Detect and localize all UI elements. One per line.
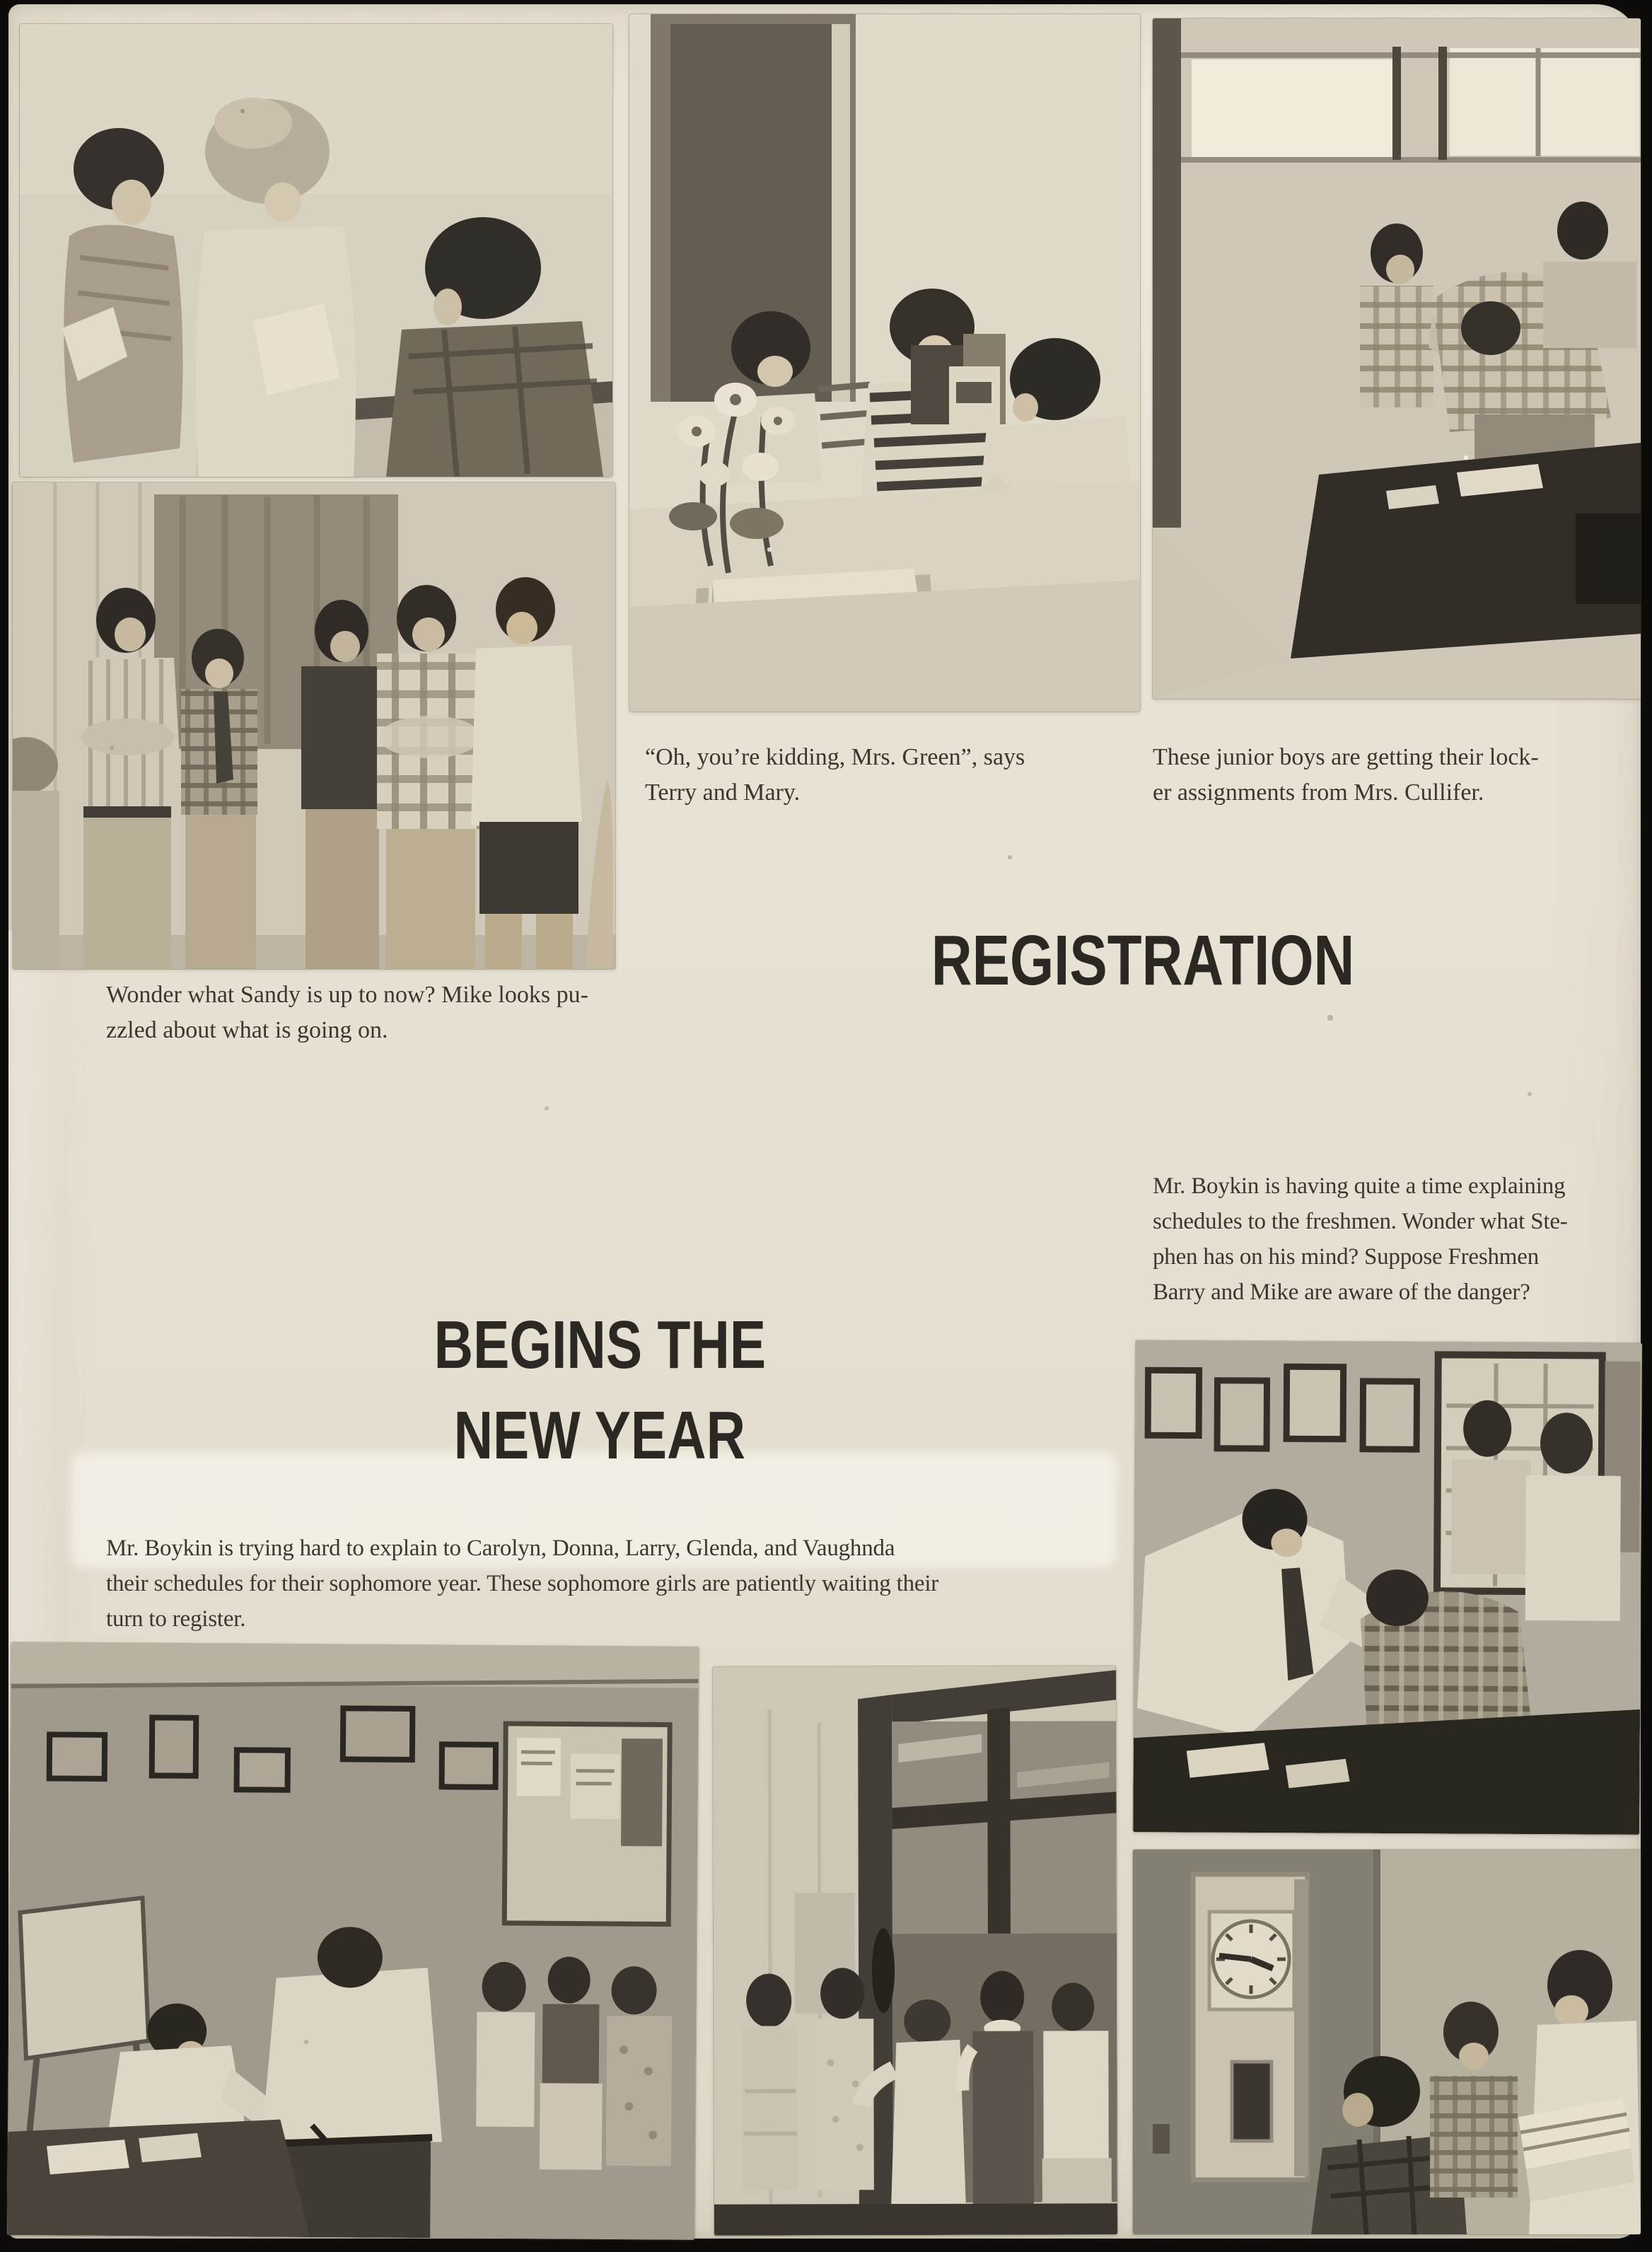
caption-sandy-mike — [106, 977, 588, 1048]
wall-clock — [1193, 1874, 1308, 2180]
books-stack — [911, 334, 1006, 431]
door-edge — [1153, 18, 1181, 528]
light-switch — [1153, 2124, 1170, 2154]
paragraph-line: Barry and Mike are aware of the danger? — [1153, 1279, 1530, 1305]
paragraph-line: schedules to the freshmen. Wonder what Ste- — [1153, 1209, 1568, 1234]
caption-mrs-cullifer — [1153, 740, 1539, 811]
photo-clock-boys — [1133, 1850, 1641, 2234]
bulletin-board — [504, 1724, 670, 1925]
paragraph-line: phen has on his mind? Suppose Freshmen — [1153, 1244, 1540, 1270]
scan-dust-specks — [8, 4, 10, 6]
paragraph-freshmen — [1153, 1168, 1642, 1310]
paragraph-line: turn to register. — [106, 1606, 246, 1632]
foreground-desk — [7, 2118, 325, 2237]
paragraph-line: their schedules for their sophomore year. These sophomore girls are patiently waiting their — [106, 1571, 939, 1596]
photo-freshmen-registration — [1133, 1340, 1642, 1835]
paragraph-line: Mr. Boykin is trying hard to explain to Carolyn, Donna, Larry, Glenda, and Vaughnda — [106, 1536, 895, 1561]
door-handle — [872, 1928, 895, 2013]
paragraph-sophomores — [106, 1531, 1096, 1637]
caption-line: zzled about what is going on. — [106, 1017, 388, 1043]
headline-begins-the-new-year: BEGINS THE NEW YEAR — [434, 1307, 766, 1473]
headline-registration: REGISTRATION — [931, 921, 1355, 1000]
page-paper — [8, 4, 1641, 2239]
woman-partial-left — [13, 737, 59, 969]
photo-locker-assignments — [1153, 18, 1641, 699]
photo-mrs-green-desk — [629, 14, 1140, 712]
caption-mrs-green — [645, 740, 1025, 811]
photo-sophomore-registration — [7, 1642, 699, 2240]
caption-line: Wonder what Sandy is up to now? Mike looks pu- — [106, 982, 588, 1008]
photo-girls-with-paper — [20, 24, 612, 477]
paragraph-line: Mr. Boykin is having quite a time explaining — [1153, 1173, 1566, 1199]
caption-line: er assignments from Mrs. Cullifer. — [1153, 779, 1484, 806]
photo-boys-group — [13, 482, 615, 969]
photo-hallway-girls — [713, 1666, 1117, 2235]
caption-line: These junior boys are getting their lock- — [1153, 744, 1539, 770]
caption-line: “Oh, you’re kidding, Mrs. Green”, says — [645, 744, 1025, 770]
caption-line: Terry and Mary. — [645, 779, 801, 806]
